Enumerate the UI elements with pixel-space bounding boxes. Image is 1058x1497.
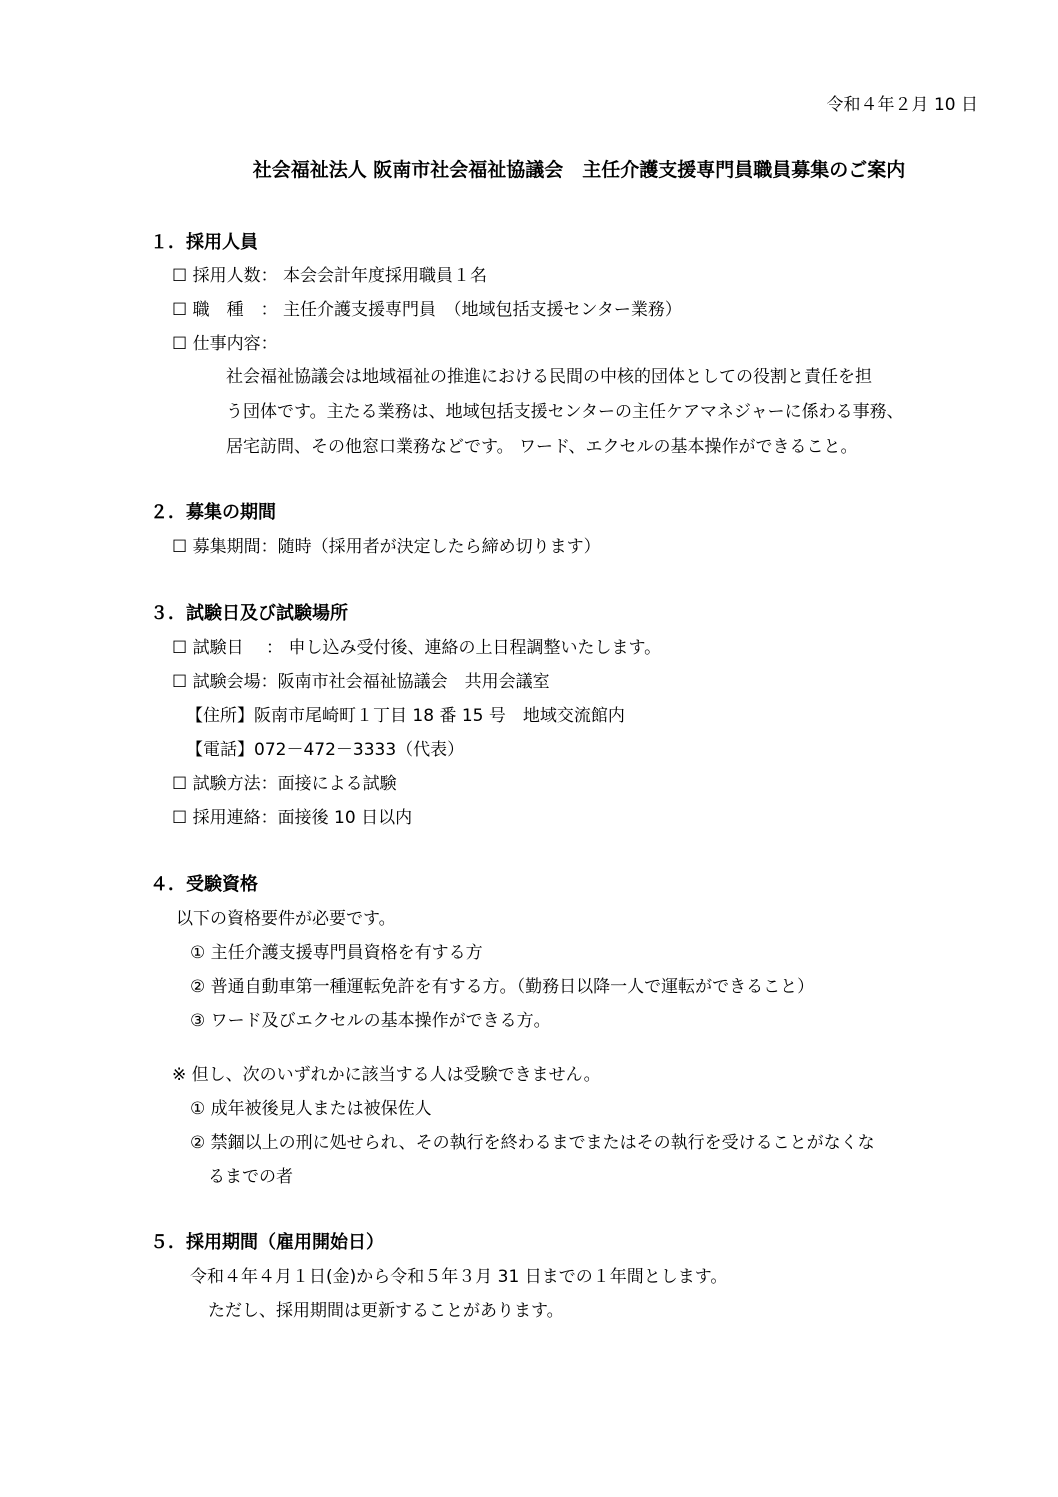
section1-item-job-type: ☐ 職 種 ： 主任介護支援専門員 （地域包括支援センター業務） (172, 300, 682, 320)
section4-exclusion-1: ① 成年被後見人または被保佐人 (190, 1099, 432, 1119)
section3-heading: ３．試験日及び試験場所 (150, 603, 348, 624)
section1-heading: １．採用人員 (150, 232, 258, 253)
section1-desc-line1: 社会福祉協議会は地域福祉の推進における民間の中核的団体としての役割と責任を担 (226, 367, 872, 387)
section4-requirement-2: ② 普通自動車第一種運転免許を有する方。（勤務日以降一人で運転ができること） (190, 977, 815, 997)
section5-period-line: 令和４年４月１日(金)から令和５年３月 31 日までの１年間とします。 (190, 1267, 728, 1287)
section3-item-exam-venue: ☐ 試験会場：阪南市社会福祉協議会 共用会議室 (172, 672, 550, 692)
section1-desc-line2: う団体です。主たる業務は、地域包括支援センターの主任ケアマネジャーに係わる事務、 (226, 402, 904, 422)
section1-item-job-content: ☐ 仕事内容： (172, 334, 278, 354)
section4-exclusion-2-line2: るまでの者 (208, 1167, 293, 1187)
section5-renewal-note: ただし、採用期間は更新することがあります。 (208, 1301, 564, 1321)
section4-intro: 以下の資格要件が必要です。 (176, 909, 396, 929)
section1-desc-line3: 居宅訪問、その他窓口業務などです。 ワード、エクセルの基本操作ができること。 (226, 437, 858, 457)
section1-item-headcount: ☐ 採用人数： 本会会計年度採用職員１名 (172, 266, 488, 286)
section3-address: 【住所】阪南市尾崎町１丁目 18 番 15 号 地域交流館内 (186, 706, 625, 726)
section3-item-exam-method: ☐ 試験方法：面接による試験 (172, 774, 397, 794)
document-date: 令和４年２月 10 日 (826, 95, 978, 115)
section3-phone: 【電話】072－472－3333（代表） (186, 740, 465, 760)
section4-heading: ４．受験資格 (150, 874, 258, 895)
section2-heading: ２．募集の期間 (150, 502, 276, 523)
section4-note: ※ 但し、次のいずれかに該当する人は受験できません。 (172, 1065, 601, 1085)
section4-exclusion-2-line1: ② 禁錮以上の刑に処せられ、その執行を終わるまでまたはその執行を受けることがなくな (190, 1133, 875, 1153)
section5-heading: ５．採用期間（雇用開始日） (150, 1232, 384, 1253)
document-title: 社会福祉法人 阪南市社会福祉協議会 主任介護支援専門員職員募集のご案内 (252, 159, 906, 181)
section3-item-notification: ☐ 採用連絡：面接後 10 日以内 (172, 808, 413, 828)
section3-item-exam-date: ☐ 試験日 ： 申し込み受付後、連絡の上日程調整いたします。 (172, 638, 662, 658)
section4-requirement-1: ① 主任介護支援専門員資格を有する方 (190, 943, 483, 963)
section4-requirement-3: ③ ワード及びエクセルの基本操作ができる方。 (190, 1011, 551, 1031)
section2-item-period: ☐ 募集期間：随時（採用者が決定したら締め切ります） (172, 537, 601, 557)
